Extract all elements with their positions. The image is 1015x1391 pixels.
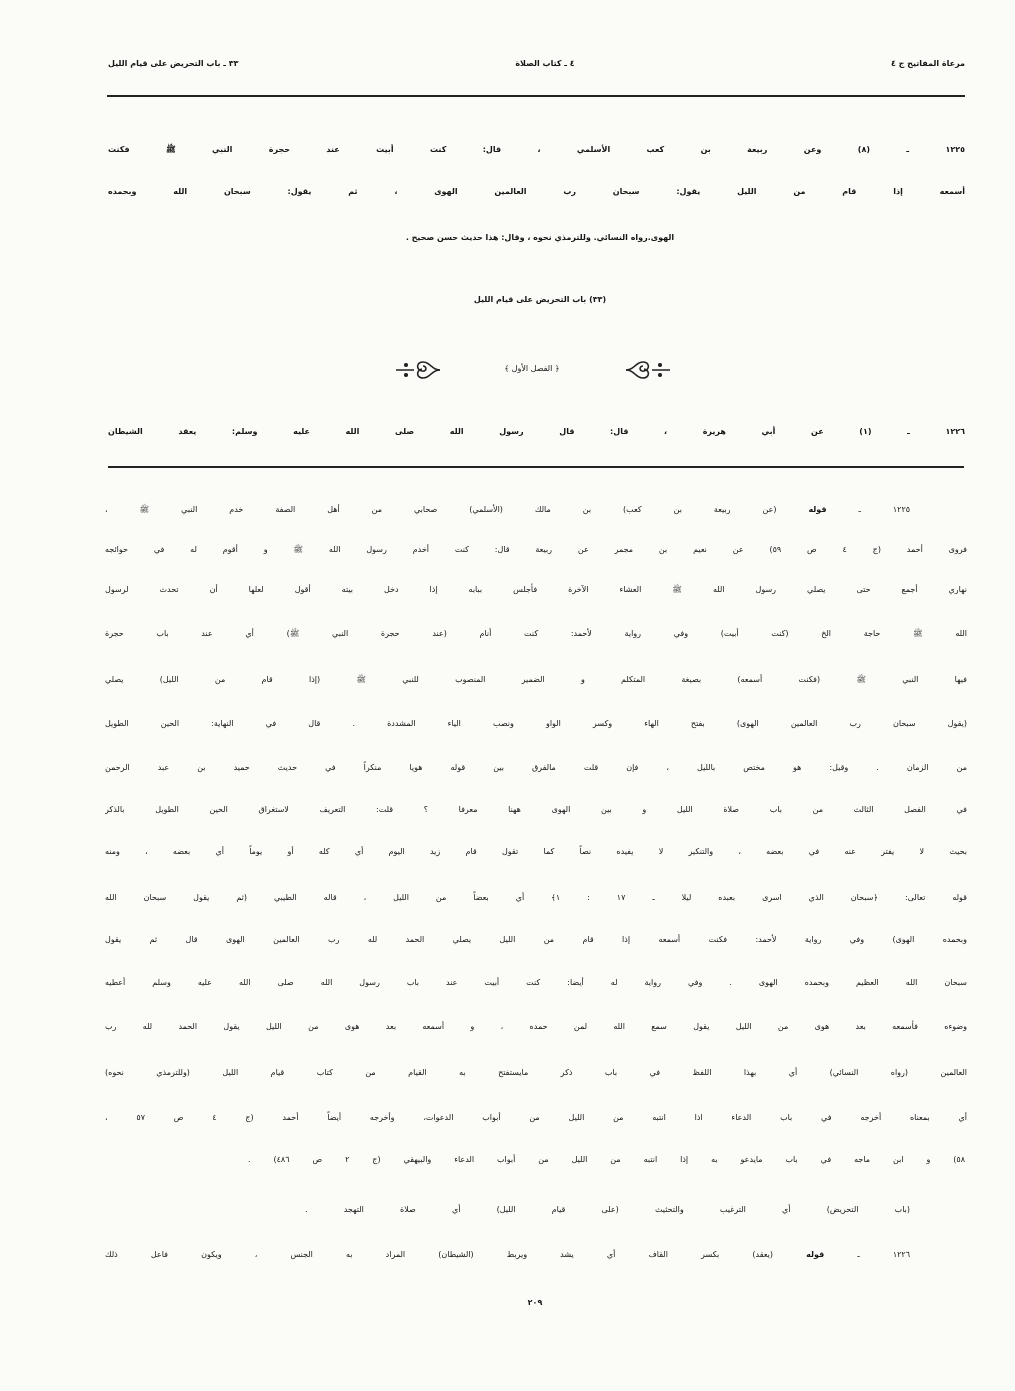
hadith-1225-line-2: أسمعه إذا قام من الليل يقول: سبحان رب العالمين الهوى ، ثم يقول: سبحان الله وبحمده bbox=[108, 187, 965, 196]
commentary-line-18 bbox=[105, 1236, 910, 1274]
header-section: ٣٣ ـ باب التحريض على قيام الليل bbox=[108, 59, 239, 68]
page-number: ٢٠٩ bbox=[527, 1298, 543, 1307]
note-text: (عن ربيعة بن كعب) بن مالك (الأسلمي) صحابي من أهل الصفة خدم النبي ﷺ ، bbox=[105, 505, 777, 514]
commentary-line-9: بحيث لا يفتر عنه في بعضه ، والتنكير لا يفيده نصاً كما تقول قام زيد اليوم أي كله أو يوماً أي بعضه ، ومنه bbox=[105, 847, 967, 856]
hadith-1225-line-1: ١٢٢٥ ـ (٨) وعن ربيعة بن كعب الأسلمي ، قال: كنت أبيت عند حجرة النبي ﷺ فكنت bbox=[108, 145, 965, 154]
section-subtitle: ﴿ الفصل الأول ﴾ bbox=[504, 364, 560, 373]
commentary-line-4: الله ﷺ حاجة الخ (كنت أبيت) وفي رواية لأحمد: كنت أنام (عند حجرة النبي ﷺ) أي عند باب حجرة bbox=[105, 629, 967, 638]
commentary-line-11: وبحمده الهوى) وفي رواية لأحمد: فكنت أسمعه إذا قام من الليل يصلي الحمد لله رب العالمين الهوى قال ثم يقول bbox=[105, 935, 967, 944]
commentary-line-3: نهاري أجمع حتى يصلي رسول الله ﷺ العشاء الآخرة فأجلس ببابه إذا دخل بيته أقول لعلها أن تحدث لرسول bbox=[105, 585, 967, 594]
commentary-line-5: فيها النبي ﷺ (فكنت أسمعه) بصيغة المتكلم و الضمير المنصوب للنبي ﷺ (إذا قام من الليل) يصلي bbox=[105, 675, 967, 684]
commentary-line-2: فروى أحمد (ج ٤ ص ٥٩) عن نعيم بن مجمر عن ربيعة قال: كنت أخدم رسول الله ﷺ و أقوم له في حوائجه bbox=[105, 545, 967, 554]
header-book-title: مرعاة المفاتيح ج ٤ bbox=[890, 59, 965, 68]
note-keyword: قوله bbox=[808, 505, 827, 514]
header-rule bbox=[107, 95, 965, 97]
commentary-line-6: (يقول سبحان رب العالمين الهوى) بفتح الهاء وكسر الواو ونصب الياء المشددة . قال في النهاية: الحين الطويل bbox=[105, 719, 967, 728]
commentary-line-7: من الزمان . وقيل: هو مختص بالليل ، فإن قلت مالفرق بين قوله هويا منكراً في حديث حميد بن عبد الرحمن bbox=[105, 763, 967, 772]
commentary-line-13: وضوءه فأسمعه بعد هوى من الليل يقول سمع الله لمن حمده ، و أسمعه بعد هوى من الليل يقول الحمد لله رب bbox=[105, 1022, 967, 1031]
commentary-line-1 bbox=[105, 491, 910, 529]
ornament-left-icon bbox=[392, 356, 442, 384]
commentary-line-8: في الفصل الثالث من باب صلاة الليل و بين الهوى ههنا معرفا ؟ قلت: التعريف لاستغراق الحين الطويل بالذكر bbox=[105, 805, 967, 814]
commentary-line-12: سبحان الله العظيم وبحمده الهوى . وفي رواية له أيضا: كنت أبيت عند باب رسول الله صلى الله عليه وسلم أعطيه bbox=[105, 978, 967, 987]
hadith-1225-line-3: الهوى.رواه النسائي. وللترمذي نحوه ، وقال: هذا حديث حسن صحيح . bbox=[405, 233, 675, 242]
commentary-line-10: قوله تعالى: ﴿سبحان الذي اسرى بعبده ليلا ـ ١٧ : ١﴾ أي بعضاً من الليل ، قاله الطيبي (ثم يقول سبحان الله bbox=[105, 893, 967, 902]
footnote-divider bbox=[108, 466, 964, 468]
commentary-line-16: ٥٨) و ابن ماجه في باب مايدعو به إذا انتبه من الليل من أبواب الدعاء والبيهقي (ج ٢ ص ٤٨٦) . bbox=[248, 1155, 965, 1164]
hadith-1226-line-1: ١٢٢٦ ـ (١) عن أبي هريرة ، قال: قال رسول الله صلى الله عليه وسلم: يعقد الشيطان bbox=[108, 427, 965, 436]
note-text: (يعقد) بكسر القاف أي يشد ويربط (الشيطان) المراد به الجنس ، ويكون فاعل ذلك bbox=[105, 1250, 773, 1259]
commentary-line-14: العالمين (رواه النسائي) أي بهذا اللفظ في باب ذكر مايستفتح به القيام من كتاب قيام الليل (وللترمذي نحوه) bbox=[105, 1068, 967, 1077]
commentary-line-17: (باب التحريض) أي الترغيب والتحثيث (على قيام الليل) أي صلاة التهجد . bbox=[305, 1205, 910, 1214]
note-keyword: قوله bbox=[806, 1250, 825, 1259]
commentary-line-15: أي بمعناه أخرجه في باب الدعاء اذا انتبه من الليل من أبواب الدعوات، وأخرجه أيضاً أحمد (ج ٤ ص ٥٧ ، bbox=[105, 1113, 967, 1122]
ornament-right-icon bbox=[624, 356, 674, 384]
note-number: ١٢٢٦ ـ bbox=[857, 1250, 910, 1259]
note-number: ١٢٢٥ ـ bbox=[858, 505, 910, 514]
header-chapter: ٤ ـ كتاب الصلاة bbox=[515, 59, 575, 68]
chapter-title: (٣٣) باب التحريض على قيام الليل bbox=[473, 295, 607, 304]
